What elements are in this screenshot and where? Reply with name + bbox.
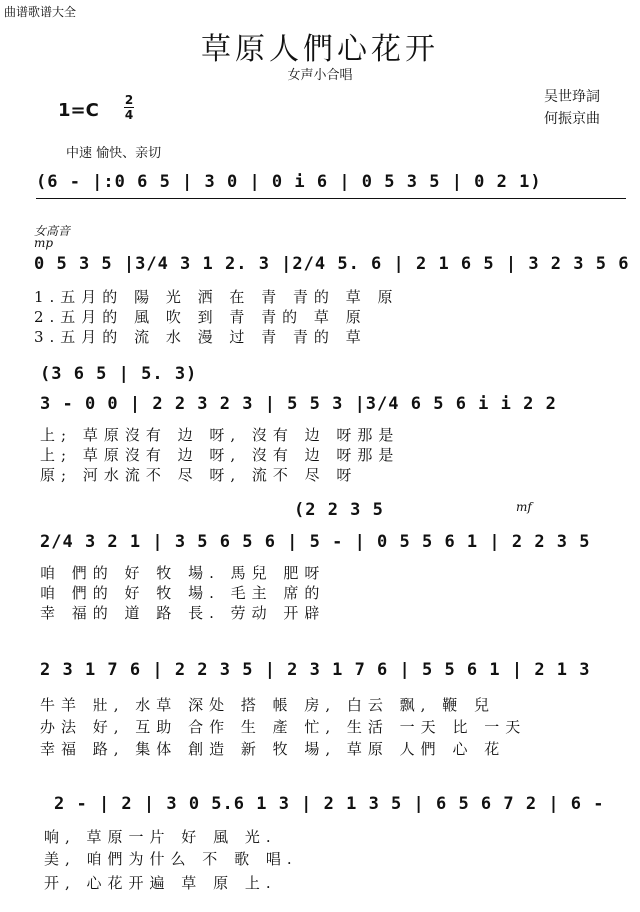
lyric-row-4-2: 咱 們的 好 牧 場. 毛主 席的 bbox=[40, 584, 326, 602]
lyricist: 吴世琤詞 bbox=[544, 89, 600, 105]
lyric-row-4-1: 咱 們的 好 牧 場. 馬兒 肥呀 bbox=[40, 564, 326, 582]
lyric-row-6-3: 开, 心花开遍 草 原 上. bbox=[44, 874, 277, 892]
key-signature: 1=C bbox=[58, 100, 99, 121]
dynamic-mp: mp bbox=[34, 236, 54, 250]
notation-row-4: 2/4 3 2 1 | 3 5 6 5 6 | 5 - | 0 5 5 6 1 | 2 2 3 5 bbox=[40, 532, 591, 552]
site-label: 曲谱歌谱大全 bbox=[4, 5, 77, 19]
time-sig-denominator: 4 bbox=[124, 108, 134, 122]
lyric-row-3-1: 上; 草原沒有 边 呀, 沒有 边 呀那是 bbox=[40, 426, 400, 444]
notation-row-5: 2 3 1 7 6 | 2 2 3 5 | 2 3 1 7 6 | 5 5 6 1 | 2 1 3 bbox=[40, 660, 591, 680]
lyric-row-2-2: 2.五月的 風 吹 到 青 青的 草 原 bbox=[34, 308, 367, 326]
tempo-marking: 中速 愉快、亲切 bbox=[66, 146, 162, 161]
notation-row-3: 3 - 0 0 | 2 2 3 2 3 | 5 5 3 |3/4 6 5 6 i i 2 2 bbox=[40, 394, 557, 414]
lyric-row-4-3: 幸 福的 道 路 長. 劳动 开辟 bbox=[40, 604, 326, 622]
notation-row-4-top: (2 2 3 5 bbox=[294, 500, 384, 520]
lyric-row-2-3: 3.五月的 流 水 漫 过 青 青的 草 bbox=[34, 328, 367, 346]
notation-row-6: 2 - | 2 | 3 0 5.6 1 3 | 2 1 3 5 | 6 5 6 7 2 | 6 - bbox=[54, 794, 605, 814]
lyric-row-6-2: 美, 咱們为什么 不 歌 唱. bbox=[44, 850, 298, 868]
song-title: 草原人們心花开 bbox=[201, 32, 439, 67]
time-signature bbox=[124, 94, 134, 121]
lyric-row-3-2: 上; 草原沒有 边 呀, 沒有 边 呀那是 bbox=[40, 446, 400, 464]
staff-underline bbox=[36, 198, 626, 199]
voice-label: 女高音 bbox=[34, 224, 71, 238]
notation-row-1: (6 - |:0 6 5 | 3 0 | 0 i 6 | 0 5 3 5 | 0 2 1) bbox=[36, 172, 542, 192]
lyric-row-5-1: 牛羊 壯, 水草 深处 搭 帳 房, 白云 飘, 鞭 兒 bbox=[40, 696, 495, 714]
lyric-row-3-3: 原; 河水流不 尽 呀, 流不 尽 呀 bbox=[40, 466, 358, 484]
subtitle: 女声小合唱 bbox=[287, 68, 353, 83]
lyric-row-6-1: 响, 草原一片 好 風 光. bbox=[44, 828, 277, 846]
notation-row-3-top: (3 6 5 | 5. 3) bbox=[40, 364, 198, 384]
lyric-row-5-2: 办法 好, 互助 合作 生 產 忙, 生活 一天 比 一天 bbox=[40, 718, 527, 736]
composer: 何振京曲 bbox=[544, 111, 600, 127]
lyric-row-2-1: 1.五月的 陽 光 洒 在 青 青的 草 原 bbox=[34, 288, 399, 306]
dynamic-mf: mf bbox=[516, 500, 532, 514]
lyric-row-5-3: 幸福 路, 集体 創造 新 牧 場, 草原 人們 心 花 bbox=[40, 740, 506, 758]
notation-row-2: 0 5 3 5 |3/4 3 1 2. 3 |2/4 5. 6 | 2 1 6 5 | 3 2 3 5 6 bbox=[34, 254, 630, 274]
time-sig-numerator: 2 bbox=[124, 93, 134, 107]
